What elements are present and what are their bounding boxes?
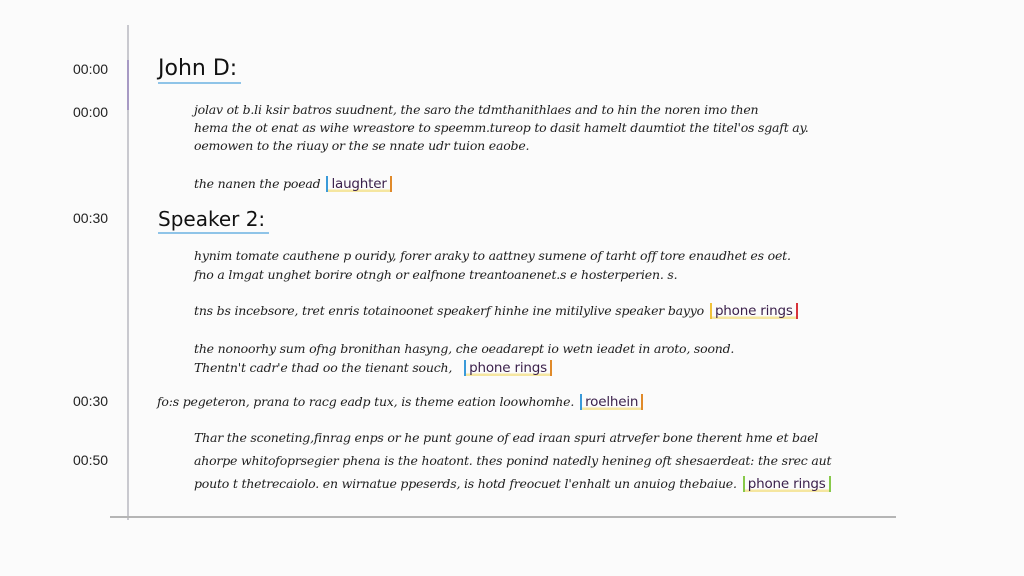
- transcript-text: tns bs incebsore, tret enris totainoonet speakerf hinhe ine mitilylive speaker bayyo: [194, 303, 704, 318]
- transcript-line: [194, 176, 392, 192]
- transcript-text: the nanen the poead: [194, 176, 321, 191]
- transcript-line: hema the ot enat as wihe wreastore to speemm.tureop to dasit hamelt daumtiot the titel'os sgaft ay.: [194, 120, 809, 135]
- transcript-line: the nonoorhy sum ofng bronithan hasyng, che oeadarept io wetn ieadet in aroto, soond.: [194, 341, 735, 356]
- timeline-accent: [127, 60, 129, 110]
- timestamp: 00:00: [73, 104, 109, 120]
- transcript-text: fo:s pegeteron, prana to racg eadp tux, is theme eation loowhomhe.: [157, 394, 575, 409]
- transcript-line: ahorpe whitofoprsegier phena is the hoatont. thes ponind natedly henineg oft shesaerdeat: the srec aut: [194, 453, 832, 468]
- transcript-line: fno a lmgat unghet borire otngh or ealfnone treantoanenet.s e hosterperien. s.: [194, 267, 678, 282]
- sound-tag-phone-rings: phone rings: [743, 476, 831, 492]
- timestamp: 00:30: [73, 210, 109, 226]
- transcript-line: oemowen to the riuay or the se nnate udr tuion eaobe.: [194, 138, 530, 153]
- transcript-line: [157, 394, 643, 410]
- transcript-line: [194, 360, 552, 376]
- sound-tag: roelhein: [580, 394, 643, 410]
- transcript-text: pouto t thetrecaiolo. en wirnatue ppeserds, is hotd freocuet l'enhalt un anuiog thebaiue.: [194, 476, 737, 491]
- sound-tag-phone-rings: phone rings: [464, 360, 552, 376]
- timestamp: 00:30: [73, 393, 109, 409]
- speaker-label-speaker-2: Speaker 2:: [158, 206, 269, 234]
- transcript-line: jolav ot b.li ksir batros suudnent, the saro the tdmthanithlaes and to hin the noren imo then: [194, 102, 759, 117]
- sound-tag-phone-rings: phone rings: [710, 303, 798, 319]
- bottom-rule: [110, 516, 896, 518]
- transcript-line: [194, 303, 798, 319]
- timestamp: 00:00: [73, 61, 109, 77]
- speaker-label-john-d: John D:: [158, 56, 241, 84]
- transcript-text: Thentn't cadr'e thad oo the tienant souch,: [194, 360, 453, 375]
- transcript-line: [194, 476, 831, 492]
- timestamp: 00:50: [73, 452, 109, 468]
- transcript-line: Thar the sconeting,finrag enps or he punt goune of ead iraan spuri atrvefer bone therent hme et bael: [194, 430, 819, 445]
- sound-tag-laughter: laughter: [326, 176, 391, 192]
- transcript-line: hynim tomate cauthene p ouridy, forer araky to aattney sumene of tarht off tore enaudhet es oet.: [194, 248, 791, 263]
